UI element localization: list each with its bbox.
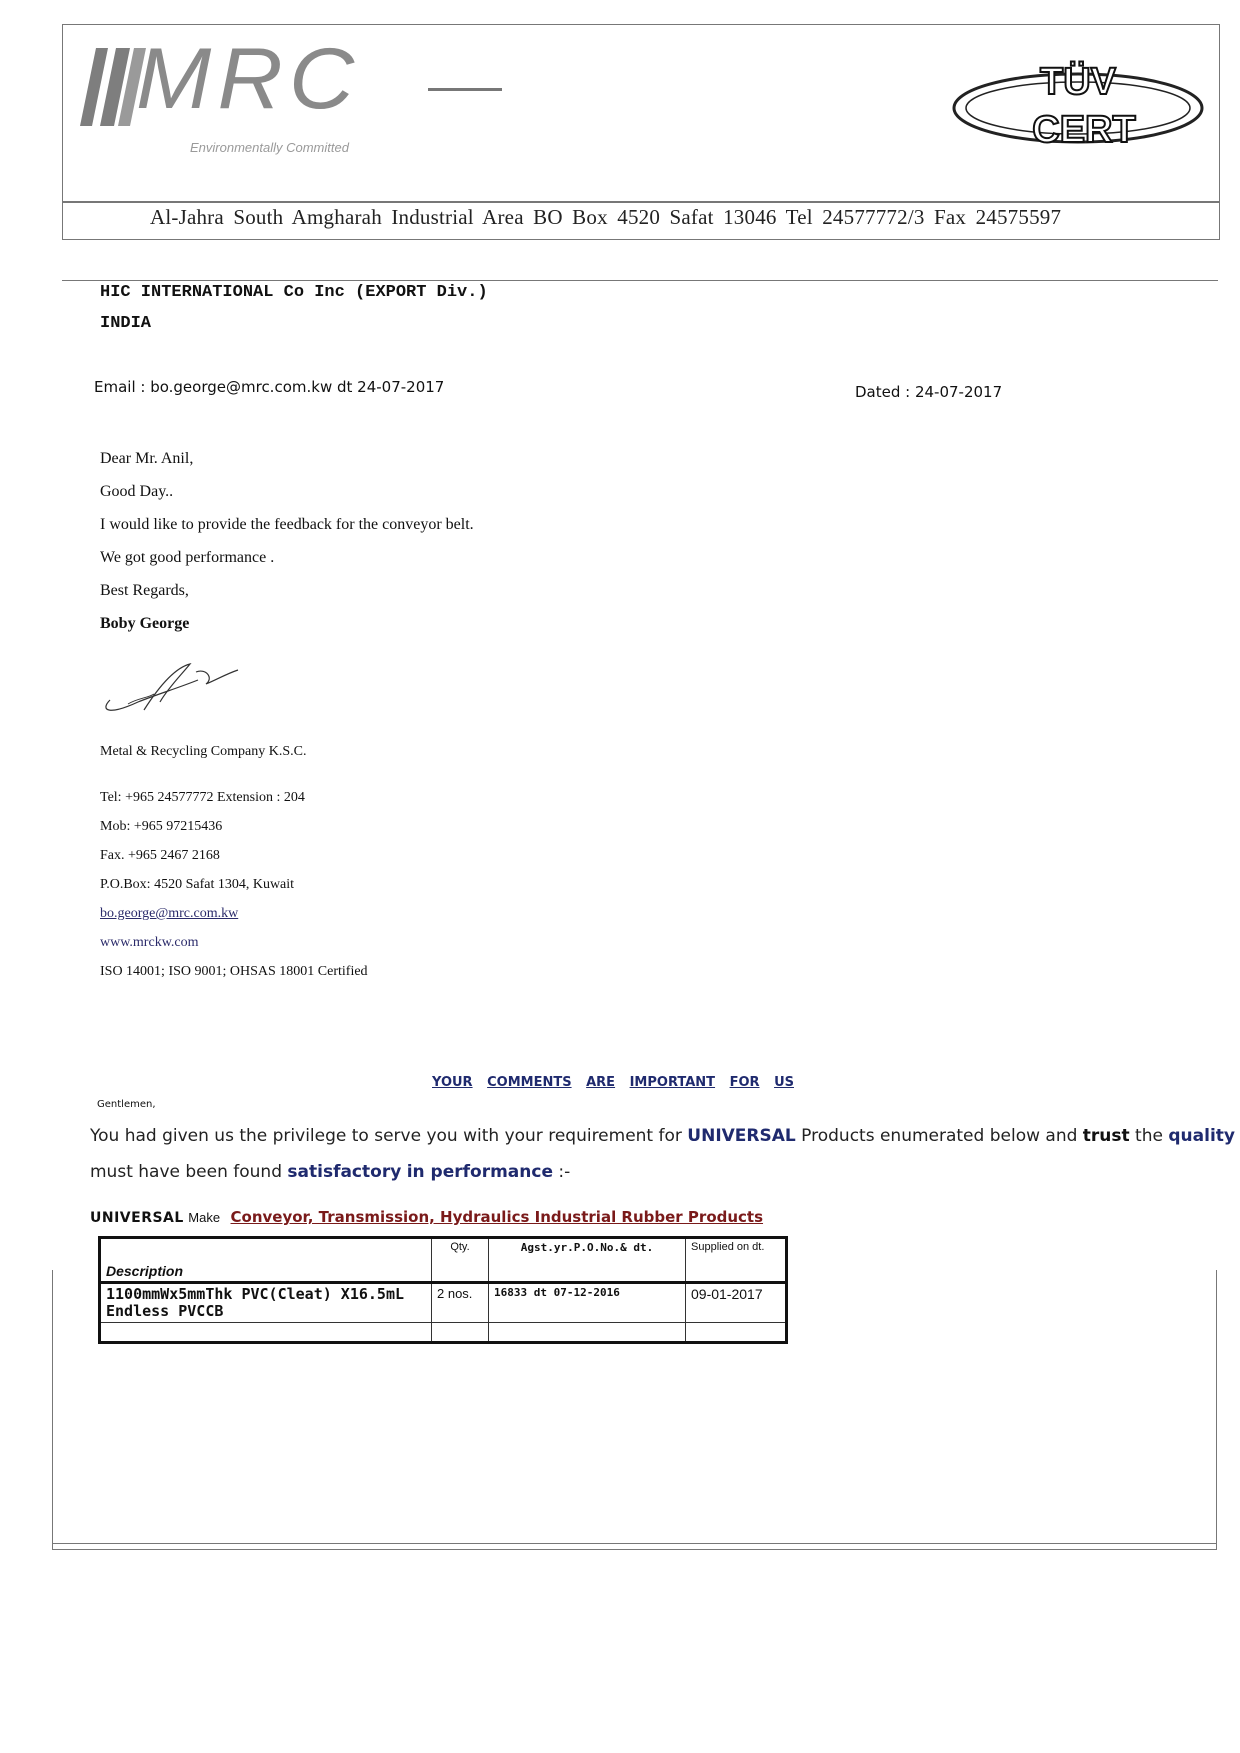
email-line: Email : bo.george@mrc.com.kw dt 24-07-2017 <box>94 378 445 396</box>
bottom-border-inner <box>52 1543 1217 1544</box>
table-row <box>100 1283 787 1323</box>
sig-iso: ISO 14001; ISO 9001; OHSAS 18001 Certified <box>100 964 368 979</box>
row-po: 16833 dt 07-12-2016 <box>489 1283 686 1323</box>
comments-heading: YOUR COMMENTS ARE IMPORTANT FOR US <box>432 1075 794 1090</box>
mrc-logo <box>78 30 361 155</box>
sig-pobox: P.O.Box: 4520 Safat 1304, Kuwait <box>100 877 295 892</box>
gentlemen-salutation: Gentlemen, <box>97 1099 156 1110</box>
sig-company: Metal & Recycling Company K.S.C. <box>100 744 307 759</box>
row-description: 1100mmWx5mmThk PVC(Cleat) X16.5mL Endless PVCCB <box>100 1283 432 1323</box>
supply-table <box>98 1236 788 1344</box>
sig-tel: Tel: +965 24577772 Extension : 204 <box>100 790 305 805</box>
feedback-line: I would like to provide the feedback for the conveyor belt. <box>100 516 474 533</box>
recipient-country: INDIA <box>100 314 152 333</box>
row-supplied: 09-01-2017 <box>686 1283 787 1323</box>
dated: Dated : 24-07-2017 <box>855 383 1003 401</box>
make-word: Make <box>188 1210 221 1225</box>
make-brand: UNIVERSAL <box>90 1210 184 1226</box>
sig-email-link[interactable]: bo.george@mrc.com.kw <box>100 906 239 921</box>
mrc-logo-text: MRC <box>136 31 361 127</box>
sig-mobile: Mob: +965 97215436 <box>100 819 223 834</box>
header-po: Agst.yr.P.O.No.& dt. <box>489 1238 686 1283</box>
header-supplied: Supplied on dt. <box>686 1238 787 1283</box>
row-qty: 2 nos. <box>432 1283 489 1323</box>
privilege-paragraph-line1: You had given us the privilege to serve you with your requirement for UNIVERSAL Products enumerated below and trust the quality <box>90 1126 1235 1146</box>
address-line: Al-Jahra South Amgharah Industrial Area BO Box 4520 Safat 13046 Tel 24577772/3 Fax 24575597 <box>150 205 1062 229</box>
sig-fax: Fax. +965 2467 2168 <box>100 848 220 863</box>
cert-text: CERT <box>1032 109 1136 151</box>
privilege-paragraph-line2: must have been found satisfactory in performance :- <box>90 1162 571 1182</box>
closing: Best Regards, <box>100 582 189 599</box>
right-border <box>1216 1270 1217 1550</box>
handwritten-signature <box>98 658 248 718</box>
header-qty: Qty. <box>432 1238 489 1283</box>
make-line <box>90 1208 763 1226</box>
greeting: Good Day.. <box>100 483 174 500</box>
left-border <box>52 1270 53 1550</box>
tuv-text: TÜV <box>1040 61 1116 103</box>
sig-website-link[interactable]: www.mrckw.com <box>100 935 199 950</box>
make-products: Conveyor, Transmission, Hydraulics Industrial Rubber Products <box>230 1208 764 1226</box>
salutation: Dear Mr. Anil, <box>100 450 194 467</box>
recipient-company: HIC INTERNATIONAL Co Inc (EXPORT Div.) <box>100 283 488 302</box>
signatory-name: Boby George <box>100 615 190 632</box>
bottom-border <box>52 1549 1217 1550</box>
mrc-tagline: Environmentally Committed <box>190 140 349 155</box>
table-empty-row <box>100 1323 787 1343</box>
dash-mark <box>428 88 502 91</box>
tuv-cert-logo <box>950 58 1206 154</box>
header-description: Description <box>100 1238 432 1283</box>
table-header-row <box>100 1238 787 1283</box>
divider-line <box>62 280 1218 281</box>
performance-line: We got good performance . <box>100 549 275 566</box>
